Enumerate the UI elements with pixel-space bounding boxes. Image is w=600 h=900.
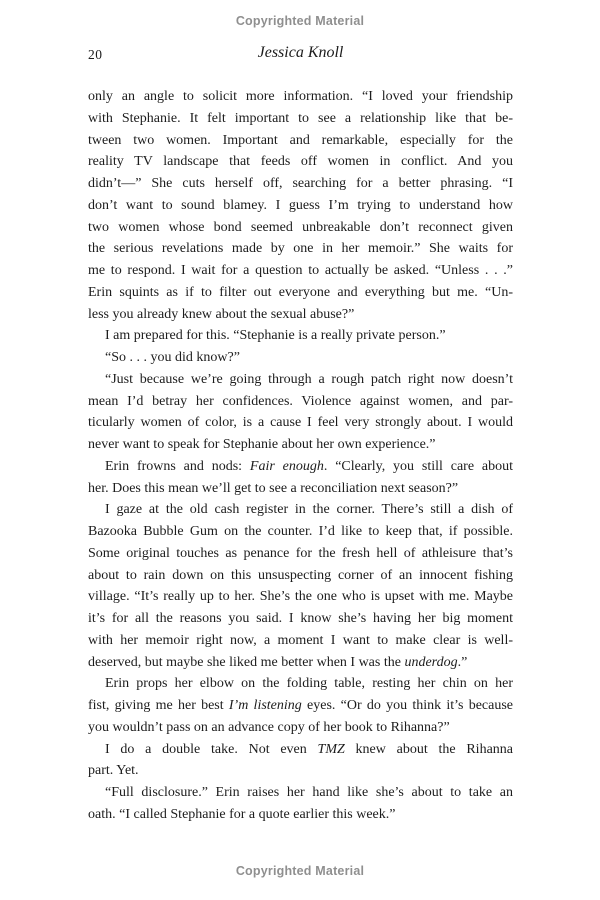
text-segment: eyes. “Or do you think it’s because xyxy=(301,698,514,713)
text-segment: reality TV landscape that feeds off women in conflict. And you xyxy=(88,154,513,170)
text-line xyxy=(88,173,513,195)
text-line xyxy=(88,760,513,782)
text-line xyxy=(88,391,513,413)
text-segment: about to rain down on this unsuspecting corner of an innocent fishing xyxy=(88,567,513,583)
text-line xyxy=(88,195,513,217)
text-line xyxy=(88,739,513,761)
italic-text: I’m listening xyxy=(228,698,302,713)
text-segment: me to respond. I wait for a question to actually be asked. “Unless . . .” xyxy=(88,263,513,278)
page-number: 20 xyxy=(88,47,103,62)
body-text xyxy=(88,86,513,826)
text-line xyxy=(88,630,513,652)
text-segment: .” xyxy=(457,654,468,670)
text-segment: with her memoir right now, a moment I want to make clear is well- xyxy=(88,632,513,648)
text-line xyxy=(88,673,513,695)
text-line xyxy=(88,586,513,608)
text-line xyxy=(88,652,513,674)
text-segment: ticularly women of color, is a cause I feel very strongly about. I would xyxy=(88,415,513,431)
text-line xyxy=(88,717,513,739)
text-line xyxy=(88,412,513,434)
text-line xyxy=(88,499,513,521)
text-line xyxy=(88,282,513,304)
text-segment: it’s for all the reasons you said. I know she’s having her big moment xyxy=(88,611,513,626)
text-line xyxy=(88,130,513,152)
copyright-notice-top: Copyrighted Material xyxy=(235,14,365,28)
text-segment: deserved, but maybe she liked me better when I was the xyxy=(88,654,405,670)
text-segment: never want to speak for Stephanie about her own experience.” xyxy=(88,437,436,452)
text-segment: mean I’d betray her confidences. Violence against women, and par- xyxy=(88,393,513,409)
text-segment: “Just because we’re going through a rough patch right now doesn’t xyxy=(105,371,513,387)
text-line xyxy=(88,804,513,826)
text-segment: you wouldn’t pass on an advance copy of her book to Rihanna?” xyxy=(88,719,450,735)
text-segment: Erin squints as if to filter out everyone and everything but me. “Un- xyxy=(88,284,513,300)
text-segment: don’t want to sound blamey. I guess I’m trying to understand how xyxy=(88,197,513,213)
text-segment: with Stephanie. It felt important to see a relationship like that be- xyxy=(88,110,513,126)
text-segment: “Full disclosure.” Erin raises her hand like she’s about to take an xyxy=(105,785,513,800)
text-segment: Erin frowns and nods: xyxy=(105,458,250,474)
text-line xyxy=(88,478,513,500)
text-line xyxy=(88,217,513,239)
text-line xyxy=(88,695,513,717)
text-line xyxy=(88,543,513,565)
text-line xyxy=(88,565,513,587)
copyright-notice-bottom: Copyrighted Material xyxy=(235,864,365,878)
text-segment: knew about the Rihanna xyxy=(344,741,514,757)
text-segment: Some original touches as penance for the fresh hell of athleisure that’s xyxy=(88,545,513,561)
text-segment: fist, giving me her best xyxy=(88,698,229,713)
text-segment: didn’t—” She cuts herself off, searching for a better phrasing. “I xyxy=(88,176,513,191)
text-line xyxy=(88,238,513,260)
text-segment: “So . . . you did know?” xyxy=(105,350,240,365)
text-line xyxy=(88,108,513,130)
text-segment: village. “It’s really up to her. She’s the one who is upset with me. Maybe xyxy=(88,589,513,605)
italic-text: underdog xyxy=(404,654,458,670)
text-line xyxy=(88,369,513,391)
text-segment: only an angle to solicit more information. “I loved your friendship xyxy=(88,89,513,104)
text-segment: Erin props her elbow on the folding table, resting her chin on her xyxy=(105,676,513,692)
text-line xyxy=(88,782,513,804)
text-segment: less you already knew about the sexual abuse?” xyxy=(88,306,355,322)
text-segment: two women whose bond seemed unbreakable don’t reconnect given xyxy=(88,219,513,235)
text-line xyxy=(88,260,513,282)
text-line xyxy=(88,456,513,478)
text-segment: tween two women. Important and remarkable, especially for the xyxy=(88,132,513,148)
text-segment: . “Clearly, you still care about xyxy=(323,458,513,474)
italic-text: TMZ xyxy=(317,741,345,757)
text-line xyxy=(88,151,513,173)
text-segment: the serious revelations made by one in her memoir.” She waits for xyxy=(88,241,513,257)
text-segment: Bazooka Bubble Gum on the counter. I’d like to keep that, if possible. xyxy=(88,524,513,539)
text-segment: I gaze at the old cash register in the corner. There’s still a dish of xyxy=(105,502,513,518)
text-line xyxy=(88,347,513,369)
text-segment: oath. “I called Stephanie for a quote earlier this week.” xyxy=(88,806,396,822)
running-header-author: Jessica Knoll xyxy=(257,44,344,61)
text-line xyxy=(88,304,513,326)
text-line xyxy=(88,521,513,543)
text-segment: part. Yet. xyxy=(88,763,139,779)
text-line xyxy=(88,434,513,456)
running-header xyxy=(88,44,513,66)
italic-text: Fair enough xyxy=(249,458,324,474)
text-segment: I do a double take. Not even xyxy=(105,741,318,757)
text-line xyxy=(88,608,513,630)
text-line xyxy=(88,325,513,347)
text-line xyxy=(88,86,513,108)
text-segment: her. Does this mean we’ll get to see a reconciliation next season?” xyxy=(88,480,459,496)
text-segment: I am prepared for this. “Stephanie is a really private person.” xyxy=(105,328,446,344)
